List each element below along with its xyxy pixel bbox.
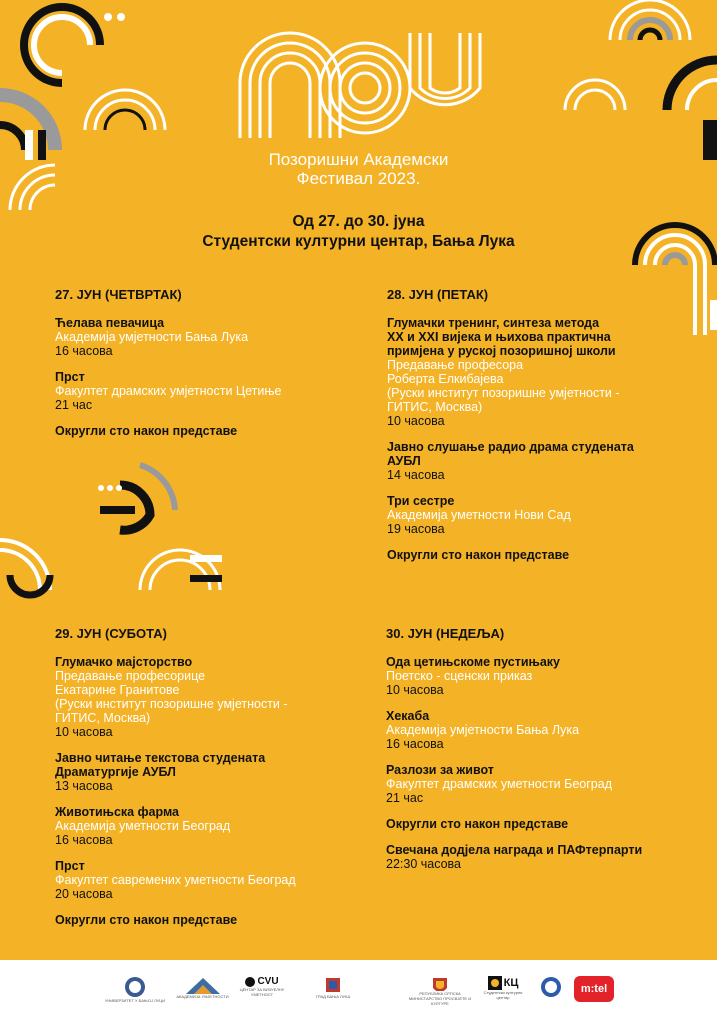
event-time: 16 часова	[55, 833, 113, 847]
event-detail: Поетско - сценски приказ	[386, 669, 533, 683]
event-detail: Предавање професора	[387, 358, 524, 372]
event-time: 21 час	[386, 791, 424, 805]
event-title: Јавно читање текстова студената	[55, 751, 266, 765]
event-title: Глумачки тренинг, синтеза метода	[387, 316, 600, 330]
day-title: 28. ЈУН (ПЕТАК)	[387, 287, 489, 302]
day-30	[386, 627, 696, 883]
event-title: АУБЛ	[387, 454, 421, 468]
skc-square-icon	[488, 976, 502, 990]
round-seal-icon	[540, 976, 562, 998]
event-item	[55, 424, 345, 438]
event-item	[55, 751, 355, 793]
event-title: Јавно слушање радио драма студената	[387, 440, 634, 454]
city-crest-icon	[324, 976, 342, 994]
event-detail: Факултет драмских уметности Београд	[386, 777, 612, 791]
festival-title-line1: Позоришни Академски	[268, 150, 449, 169]
event-time: 10 часова	[387, 414, 445, 428]
event-item	[55, 805, 355, 847]
day-29	[55, 627, 355, 939]
event-detail: Академија умјетности Бања Лука	[55, 330, 249, 344]
event-item	[55, 316, 345, 358]
event-time: 16 часова	[386, 737, 444, 751]
event-item	[387, 316, 697, 428]
event-title: XX и XXI вијека и њихова практична	[387, 330, 611, 344]
event-item	[55, 859, 355, 901]
event-time: 14 часова	[387, 468, 445, 482]
day-title: 29. ЈУН (СУБОТА)	[55, 626, 167, 641]
event-detail: Академија умјетности Бања Лука	[386, 723, 580, 737]
event-item	[387, 494, 697, 536]
event-title: Разлози за живот	[386, 763, 494, 777]
event-time: 10 часова	[55, 725, 113, 739]
event-detail: Екатарине Гранитове	[55, 683, 180, 697]
event-title: Ода цетињскоме пустињаку	[386, 655, 560, 669]
event-detail: Академија уметности Нови Сад	[387, 508, 571, 522]
event-time: 16 часова	[55, 344, 113, 358]
academy-mountain-icon	[186, 976, 220, 994]
event-time: 10 часова	[386, 683, 444, 697]
festival-title-line2: Фестивал 2023.	[296, 169, 421, 188]
event-item	[386, 817, 696, 831]
event-title: примјена у руској позоришној школи	[387, 344, 616, 358]
event-title: Прст	[55, 859, 85, 873]
event-title: Три сестре	[387, 494, 455, 508]
sponsor-skc: КЦ Студентски културни центар	[483, 977, 523, 1000]
event-item	[387, 548, 697, 562]
event-title: Округли сто након представе	[55, 424, 238, 438]
event-title: Прст	[55, 370, 85, 384]
sponsor-ministry: РЕПУБЛИКА СРПСКА МИНИСТАРСТВО ПРОСВЈЕТЕ И КУЛТУРЕ	[405, 976, 475, 1006]
event-title: Глумачко мајсторство	[55, 655, 193, 669]
event-item	[386, 843, 696, 871]
event-item	[386, 709, 696, 751]
sponsor-cvu: CVU ЦЕНТАР ЗА ВИЗУЕЛНУ УМЕТНОСТ	[239, 976, 285, 997]
event-title: Хекаба	[386, 709, 430, 723]
festival-subtitle	[0, 212, 717, 252]
event-item	[55, 370, 345, 412]
event-detail: ГИТИС, Москва)	[387, 400, 483, 414]
event-title: Ћелава певачица	[55, 316, 165, 330]
event-time: 19 часова	[387, 522, 445, 536]
event-item	[386, 763, 696, 805]
sponsor-university: УНИВЕРЗИТЕТ У БАЊОЈ ЛУЦИ	[100, 976, 170, 1006]
day-title: 27. ЈУН (ЧЕТВРТАК)	[55, 287, 182, 302]
paf-logo	[235, 28, 485, 143]
event-detail: (Руски институт позоришне умјетности -	[55, 697, 288, 711]
festival-title	[0, 150, 717, 188]
sponsor-mtel	[573, 976, 615, 1006]
event-detail: Роберта Елкибајева	[387, 372, 504, 386]
sponsor-academy: АКАДЕМИЈА УМЈЕТНОСТИ	[170, 976, 235, 1006]
event-title: Животињска фарма	[55, 805, 179, 819]
event-title: Округли сто након представе	[386, 817, 569, 831]
event-time: 13 часова	[55, 779, 113, 793]
event-detail: Академија уметности Београд	[55, 819, 231, 833]
event-title: Драматургије АУБЛ	[55, 765, 176, 779]
event-detail: (Руски институт позоришне умјетности -	[387, 386, 620, 400]
decor-middle-left	[0, 455, 230, 605]
event-time: 22:30 часова	[386, 857, 462, 871]
dates: Од 27. до 30. јуна	[292, 213, 425, 230]
university-seal-icon	[124, 976, 146, 998]
event-detail: Факултет савремених уметности Београд	[55, 873, 296, 887]
event-detail: Предавање професорице	[55, 669, 206, 683]
event-time: 20 часова	[55, 887, 113, 901]
sponsor-seal	[538, 976, 564, 1006]
event-detail: ГИТИС, Москва)	[55, 711, 151, 725]
event-time: 21 час	[55, 398, 93, 412]
event-item	[55, 913, 355, 927]
day-27	[55, 288, 345, 450]
event-detail: Факултет драмских умјетности Цетиње	[55, 384, 282, 398]
venue: Студентски културни центар, Бања Лука	[202, 233, 515, 250]
republic-coat-icon	[431, 976, 449, 991]
event-title: Округли сто након представе	[55, 913, 238, 927]
day-28	[387, 288, 697, 574]
day-title: 30. ЈУН (НЕДЕЉА)	[386, 626, 505, 641]
mtel-logo: m:tel	[574, 976, 614, 1002]
event-item	[386, 655, 696, 697]
event-title: Округли сто након представе	[387, 548, 570, 562]
sponsor-city: ГРАД БАЊА ЛУКА	[298, 976, 368, 1006]
cvu-dot-icon	[245, 977, 255, 987]
event-item	[387, 440, 697, 482]
event-title: Свечана додјела награда и ПАФтерпарти	[386, 843, 643, 857]
event-item	[55, 655, 355, 739]
